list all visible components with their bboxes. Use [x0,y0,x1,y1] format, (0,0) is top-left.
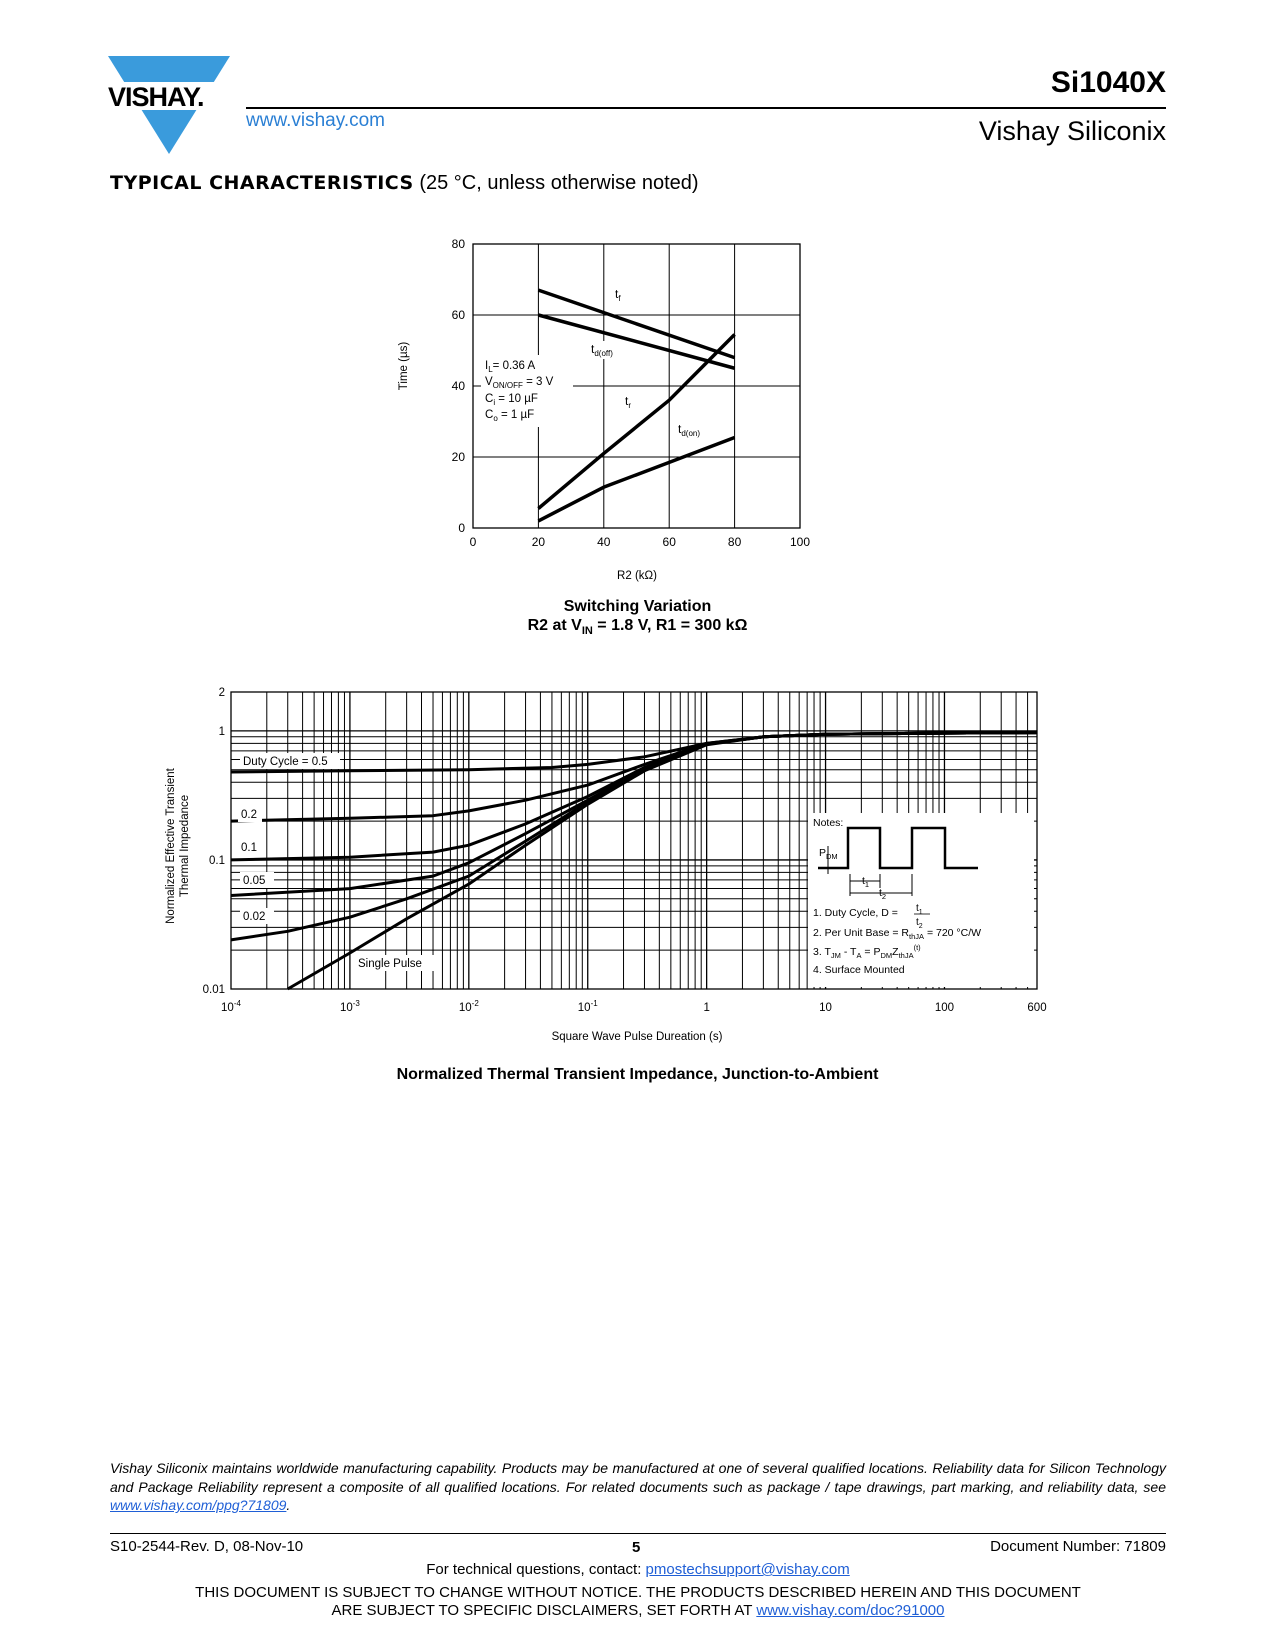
cond-co: $C_o = 1$ µF [485,409,535,423]
label-d05: Duty Cycle = 0.5 [243,756,328,768]
notice-line1: THIS DOCUMENT IS SUBJECT TO CHANGE WITHOUT NOTICE. THE PRODUCTS DESCRIBED HEREIN AND THIS DOCUMENT [195,1584,1081,1601]
chart1-ylabel: Time (µs) [398,341,410,391]
chart2-xtick-label: 600 [1027,1002,1047,1014]
disclaimer: Vishay Siliconix maintains worldwide manufacturing capability. Products may be manufactured at one of several qualified locations. Reliability data for Silicon Technology and Package Reliability represent a composite of all qualified locations. For related documents such as package / tape drawings, part marking, and reliability data, see www.vishay.com/ppg?71809. [110,1460,1166,1513]
notice-line2: ARE SUBJECT TO SPECIFIC DISCLAIMERS, SET FORTH AT www.vishay.com/doc?91000 [331,1602,945,1619]
chart1-xtick-label: 40 [597,535,611,549]
contact-email-link[interactable]: pmostechsupport@vishay.com [645,1561,850,1578]
website-link[interactable]: www.vishay.com [246,110,386,131]
chart2-xtick-label: $10^{-1}$ [577,999,598,1014]
series-tdon [538,437,734,520]
cond-il: $I_L= 0.36$ A [485,360,536,374]
chart1-xlabel: R2 (kΩ) [617,570,657,582]
chart2-ytick-label: 0.1 [209,854,225,867]
chart2-xtick-label: 100 [934,1002,955,1014]
chart1-title-line1: Switching Variation [563,598,712,615]
chart1-xtick-label: 100 [789,535,811,549]
chart1-ytick-label: 20 [451,450,465,464]
t1-label: $t_1$ [862,875,870,889]
chart2-xtick-label: $10^{-3}$ [339,999,360,1014]
switching-variation-chart [0,0,1275,640]
chart2-ylabel-line1: Normalized Effective Transient [165,768,177,924]
chart1-xtick-label: 0 [469,535,477,549]
chart2-ytick-label: 0.01 [202,984,225,996]
chart2-xtick-label: $10^{-4}$ [221,999,241,1014]
chart2-xtick-label: 1 [703,1002,710,1014]
chart2-yticks [203,687,225,996]
note-1-t1: $t_1$ [916,903,923,916]
chart2-xticks [221,999,1047,1014]
footer-rule [110,1533,1166,1534]
notes-background [808,813,1034,987]
note-3: 3. $T_{JM} - T_A = P_{DM}Z_{thJA}^{(t)}$ [813,943,921,960]
note-1: 1. Duty Cycle, D = [813,907,898,919]
chart1-title-line2: R2 at $V_{IN} = 1.8$ V, R1 = 300 kΩ [527,617,748,638]
chart2-ytick-label: 1 [218,725,225,738]
label-d02: 0.2 [241,809,257,821]
chart1-ytick-label: 80 [451,237,465,251]
chart1-ytick-label: 40 [451,379,465,393]
chart2-ylabel-line2: Thermal Impedance [179,794,191,898]
page-number: 5 [632,1539,641,1556]
chart2-xtick-label: $10^{-2}$ [458,999,479,1014]
notes-title: Notes: [813,817,844,829]
company-name: Vishay Siliconix [978,116,1166,146]
thermal-impedance-chart [0,660,1275,1060]
label-tdon: $t_{d(on)}$ [678,422,701,438]
part-number: Si1040X [1050,66,1166,99]
chart1-conditions [481,355,573,427]
note-4: 4. Surface Mounted [813,964,905,976]
ppg-link[interactable]: www.vishay.com/ppg?71809 [110,1497,287,1513]
revision: S10-2544-Rev. D, 08-Nov-10 [110,1538,304,1555]
chart2-xlabel: Square Wave Pulse Dureation (s) [551,1031,723,1043]
note-1-t2: $t_2$ [916,917,923,930]
chart2-curve-labels [238,753,435,971]
t2-label: $t_2$ [879,887,887,901]
note-2: 2. Per Unit Base = $R_{thJA} = 720$ °C/W [813,927,982,941]
vishay-logo-text: VISHAY. [108,82,204,112]
chart1-xtick-label: 80 [727,535,742,549]
section-title-rest: (25 °C, unless otherwise noted) [419,172,699,194]
chart1-xtick-label: 60 [662,535,676,549]
cond-von: $V_{ON/OFF} = 3$ V [485,376,554,390]
document-number: Document Number: 71809 [990,1538,1166,1555]
chart1-xtick-label: 20 [531,535,546,549]
label-d005: 0.05 [243,875,266,887]
label-tr: $t_r$ [625,394,632,410]
disclaimer-link[interactable]: www.vishay.com/doc?91000 [756,1602,945,1619]
chart2-xtick-label: 10 [819,1002,832,1014]
label-d01: 0.1 [241,842,257,854]
chart1-ytick-label: 60 [451,308,465,322]
chart2-ytick-label: 2 [218,687,225,699]
label-tdoff: $t_{d(off)}$ [591,342,613,358]
section-title-bold: TYPICAL CHARACTERISTICS [110,172,414,194]
contact-line: For technical questions, contact: pmostechsupport@vishay.com [426,1561,850,1578]
cond-ci: $C_i = 10$ µF [485,393,538,407]
chart1-ytick-label: 0 [458,521,465,535]
series-dutycycle05 [231,733,1037,772]
label-tf: $t_f$ [615,287,621,303]
chart2-title: Normalized Thermal Transient Impedance, Junction-to-Ambient [396,1066,879,1083]
label-single-pulse: Single Pulse [358,958,422,970]
pdm-label: $P_{DM}$ [819,847,838,861]
label-d002: 0.02 [243,911,266,923]
